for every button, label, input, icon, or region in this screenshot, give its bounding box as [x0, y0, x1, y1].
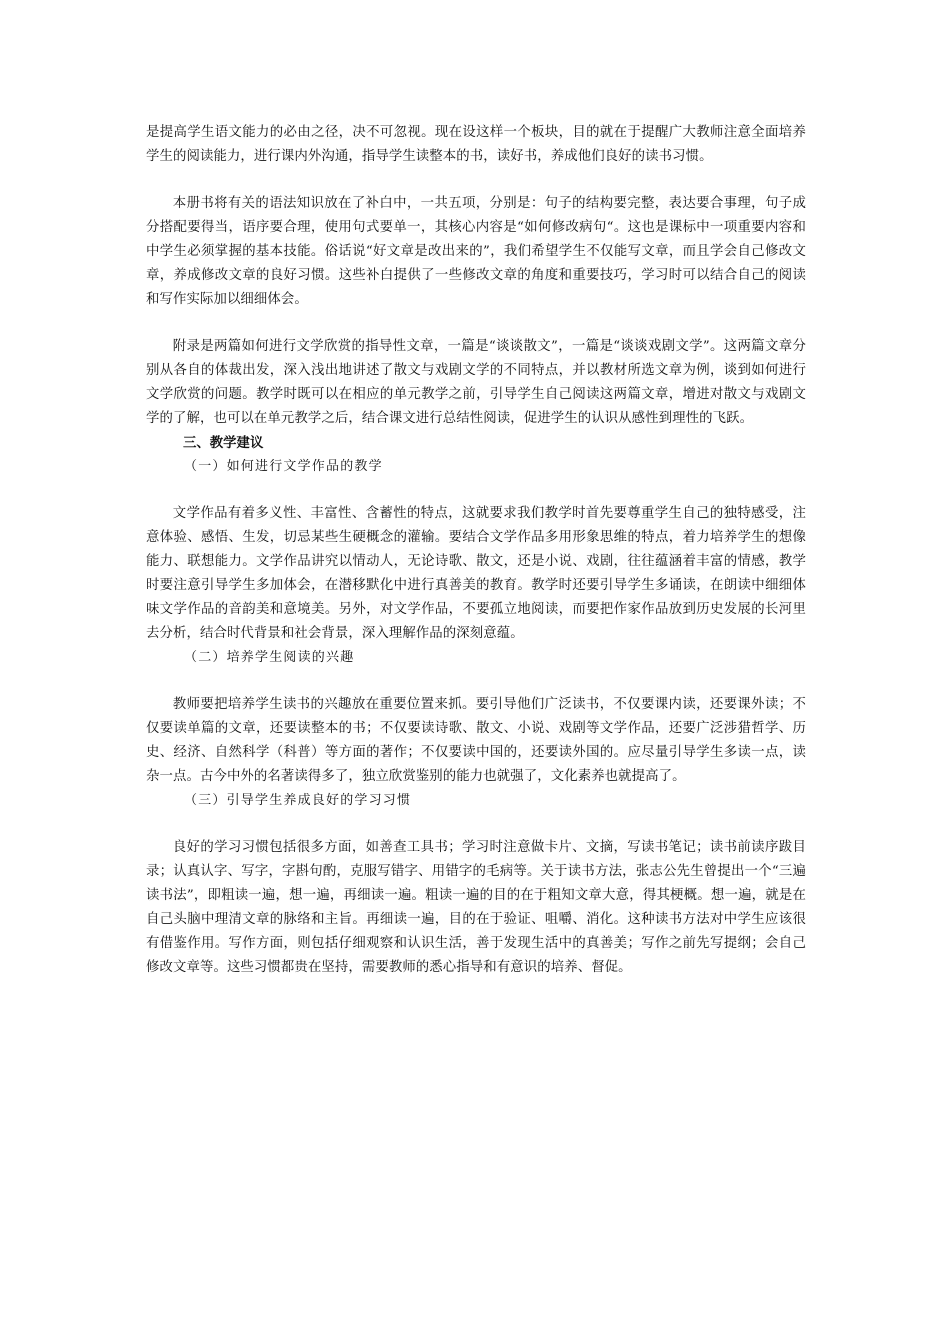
subheading-reading-interest: （二）培养学生阅读的兴趣	[184, 650, 355, 665]
paragraph-appendix: 附录是两篇如何进行文学欣赏的指导性文章，一篇是“谈谈散文”，一篇是“谈谈戏剧文学”。这两篇文章分别从各自的体裁出发，深入浅出地讲述了散文与戏剧文学的不同特点，并以教材所选文章为例，谈到如何进行文学欣赏的问题。教学时既可以在相应的单元教学之前，引导学生自己阅读这两篇文章，增进对散文与戏剧文学的了解，也可以在单元教学之后，结合课文进行总结性阅读，促进学生的认识从感性到理性的飞跃。	[146, 339, 806, 426]
subheading-study-habits: （三）引导学生养成良好的学习习惯	[184, 793, 412, 808]
section-heading-teaching-suggestions: 三、教学建议	[183, 435, 264, 451]
paragraph-study-habits: 良好的学习习惯包括很多方面，如善查工具书；学习时注意做卡片、文摘，写读书笔记；读书前读序跋目录；认真认字、写字，字斟句酌，克服写错字、用错字的毛病等。关于读书方法，张志公先生曾提出一个“三遍读书法”，即粗读一遍，想一遍，再细读一遍。粗读一遍的目的在于粗知文章大意，得其梗概。想一遍，就是在自己头脑中理清文章的脉络和主旨。再细读一遍，目的在于验证、咀嚼、消化。这种读书方法对中学生应该很有借鉴作用。写作方面，则包括仔细观察和认识生活，善于发现生活中的真善美；写作之前先写提纲；会自己修改文章等。这些习惯都贵在坚持，需要教师的悉心指导和有意识的培养、督促。	[146, 840, 806, 975]
document-body	[146, 121, 806, 980]
subheading-literature-teaching: （一）如何进行文学作品的教学	[184, 459, 383, 474]
paragraph-grammar-supplement: 本册书将有关的语法知识放在了补白中，一共五项，分别是：句子的结构要完整，表达要合事理，句子成分搭配要得当，语序要合理，使用句式要单一，其核心内容是“如何修改病句“。这也是课标中一项重要内容和中学生必须掌握的基本技能。俗话说“好文章是改出来的”，我们希望学生不仅能写文章，而且学会自己修改文章，养成修改文章的良好习惯。这些补白提供了一些修改文章的角度和重要技巧，学习时可以结合自己的阅读和写作实际加以细细体会。	[146, 196, 806, 307]
paragraph-reading-interest: 教师要把培养学生读书的兴趣放在重要位置来抓。要引导他们广泛读书，不仅要课内读，还要课外读；不仅要读单篇的文章，还要读整本的书；不仅要读诗歌、散文、小说、戏剧等文学作品，还要广泛涉猎哲学、历史、经济、自然科学（科普）等方面的著作；不仅要读中国的，还要读外国的。应尽量引导学生多读一点，读杂一点。古今中外的名著读得多了，独立欣赏鉴别的能力也就强了，文化素养也就提高了。	[146, 697, 806, 784]
paragraph-reading-ability: 是提高学生语文能力的必由之径，决不可忽视。现在设这样一个板块，目的就在于提醒广大教师注意全面培养学生的阅读能力，进行课内外沟通，指导学生读整本的书，读好书，养成他们良好的读书习惯。	[146, 125, 806, 164]
paragraph-literature-teaching: 文学作品有着多义性、丰富性、含蓄性的特点，这就要求我们教学时首先要尊重学生自己的独特感受，注意体验、感悟、生发，切忌某些生硬概念的灌输。要结合文学作品多用形象思维的特点，着力培养学生的想像能力、联想能力。文学作品讲究以情动人，无论诗歌、散文，还是小说、戏剧，往往蕴涵着丰富的情感，教学时要注意引导学生多加体会，在潜移默化中进行真善美的教育。教学时还要引导学生多诵读，在朗读中细细体味文学作品的音韵美和意境美。另外，对文学作品，不要孤立地阅读，而要把作家作品放到历史发展的长河里去分析，结合时代背景和社会背景，深入理解作品的深刻意蕴。	[146, 506, 806, 641]
